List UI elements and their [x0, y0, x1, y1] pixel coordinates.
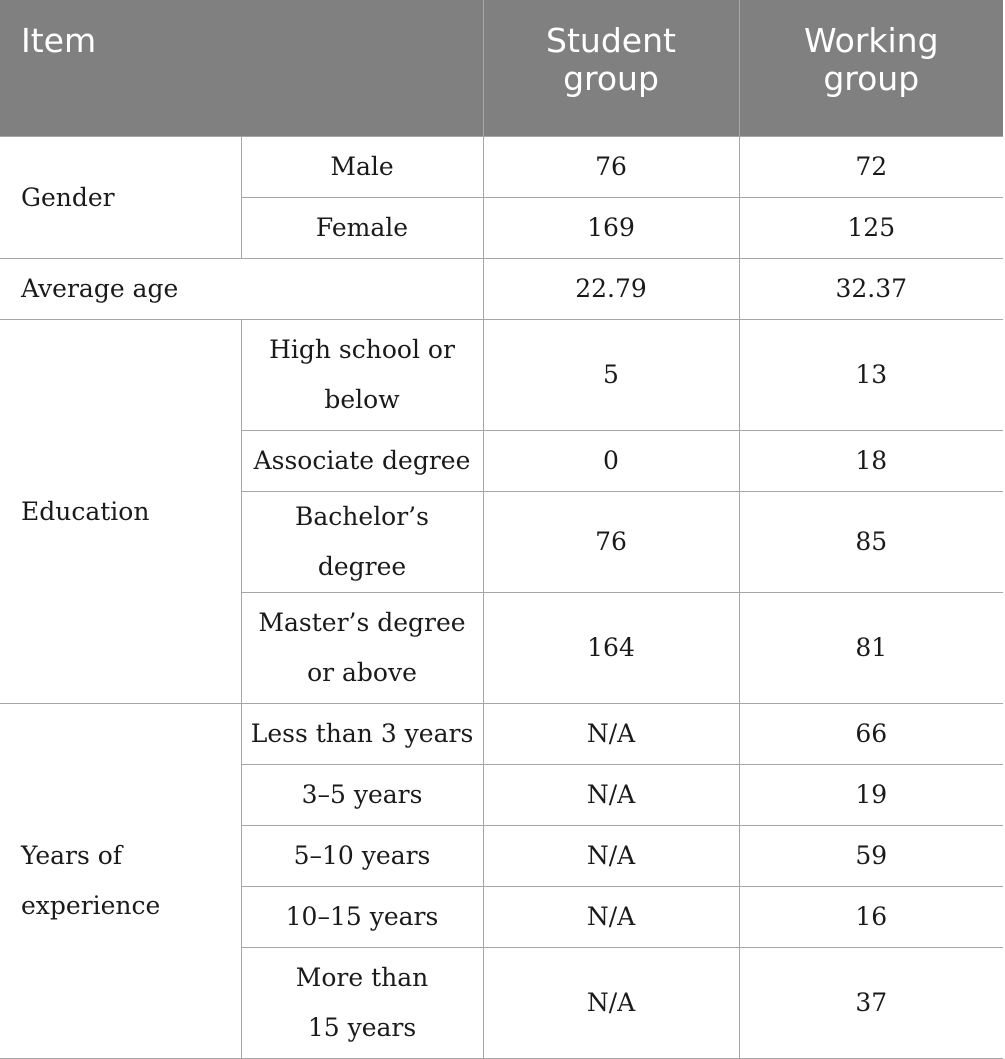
sub-label: Male [241, 137, 483, 198]
sub-label: Female [241, 198, 483, 259]
working-value: 13 [739, 320, 1003, 431]
sub-label: Less than 3 years [241, 704, 483, 765]
sub-label: Bachelor’s degree [241, 492, 483, 593]
table-row [0, 259, 1003, 320]
student-value: N/A [483, 887, 739, 948]
sub-label: High school or below [241, 320, 483, 431]
header-item [0, 0, 483, 137]
row-label-average-age: Average age [0, 259, 483, 320]
sub-label: Associate degree [241, 431, 483, 492]
header-student-group: Student group [483, 0, 739, 137]
sub-label: 10–15 years [241, 887, 483, 948]
working-value: 32.37 [739, 259, 1003, 320]
header-working-group: Working group [739, 0, 1003, 137]
table-row [0, 320, 1003, 431]
student-value: 169 [483, 198, 739, 259]
working-value: 81 [739, 593, 1003, 704]
sub-label: More than 15 years [241, 948, 483, 1059]
table-row [0, 704, 1003, 765]
working-value: 16 [739, 887, 1003, 948]
working-value: 19 [739, 765, 1003, 826]
header-row [0, 0, 1003, 137]
student-value: 5 [483, 320, 739, 431]
working-value: 18 [739, 431, 1003, 492]
working-value: 66 [739, 704, 1003, 765]
sub-label: 3–5 years [241, 765, 483, 826]
student-value: 76 [483, 492, 739, 593]
student-value: 164 [483, 593, 739, 704]
row-label-gender: Gender [0, 137, 241, 259]
working-value: 59 [739, 826, 1003, 887]
sub-label: Master’s degree or above [241, 593, 483, 704]
student-value: N/A [483, 826, 739, 887]
student-value: N/A [483, 704, 739, 765]
sub-label: 5–10 years [241, 826, 483, 887]
row-label-education: Education [0, 320, 241, 704]
student-value: N/A [483, 948, 739, 1059]
student-value: 76 [483, 137, 739, 198]
header-item-text: Item [21, 21, 97, 60]
student-value: 0 [483, 431, 739, 492]
working-value: 37 [739, 948, 1003, 1059]
working-value: 125 [739, 198, 1003, 259]
table-row [0, 137, 1003, 198]
working-value: 72 [739, 137, 1003, 198]
row-label-experience: Years of experience [0, 704, 241, 1059]
working-value: 85 [739, 492, 1003, 593]
student-value: 22.79 [483, 259, 739, 320]
student-value: N/A [483, 765, 739, 826]
